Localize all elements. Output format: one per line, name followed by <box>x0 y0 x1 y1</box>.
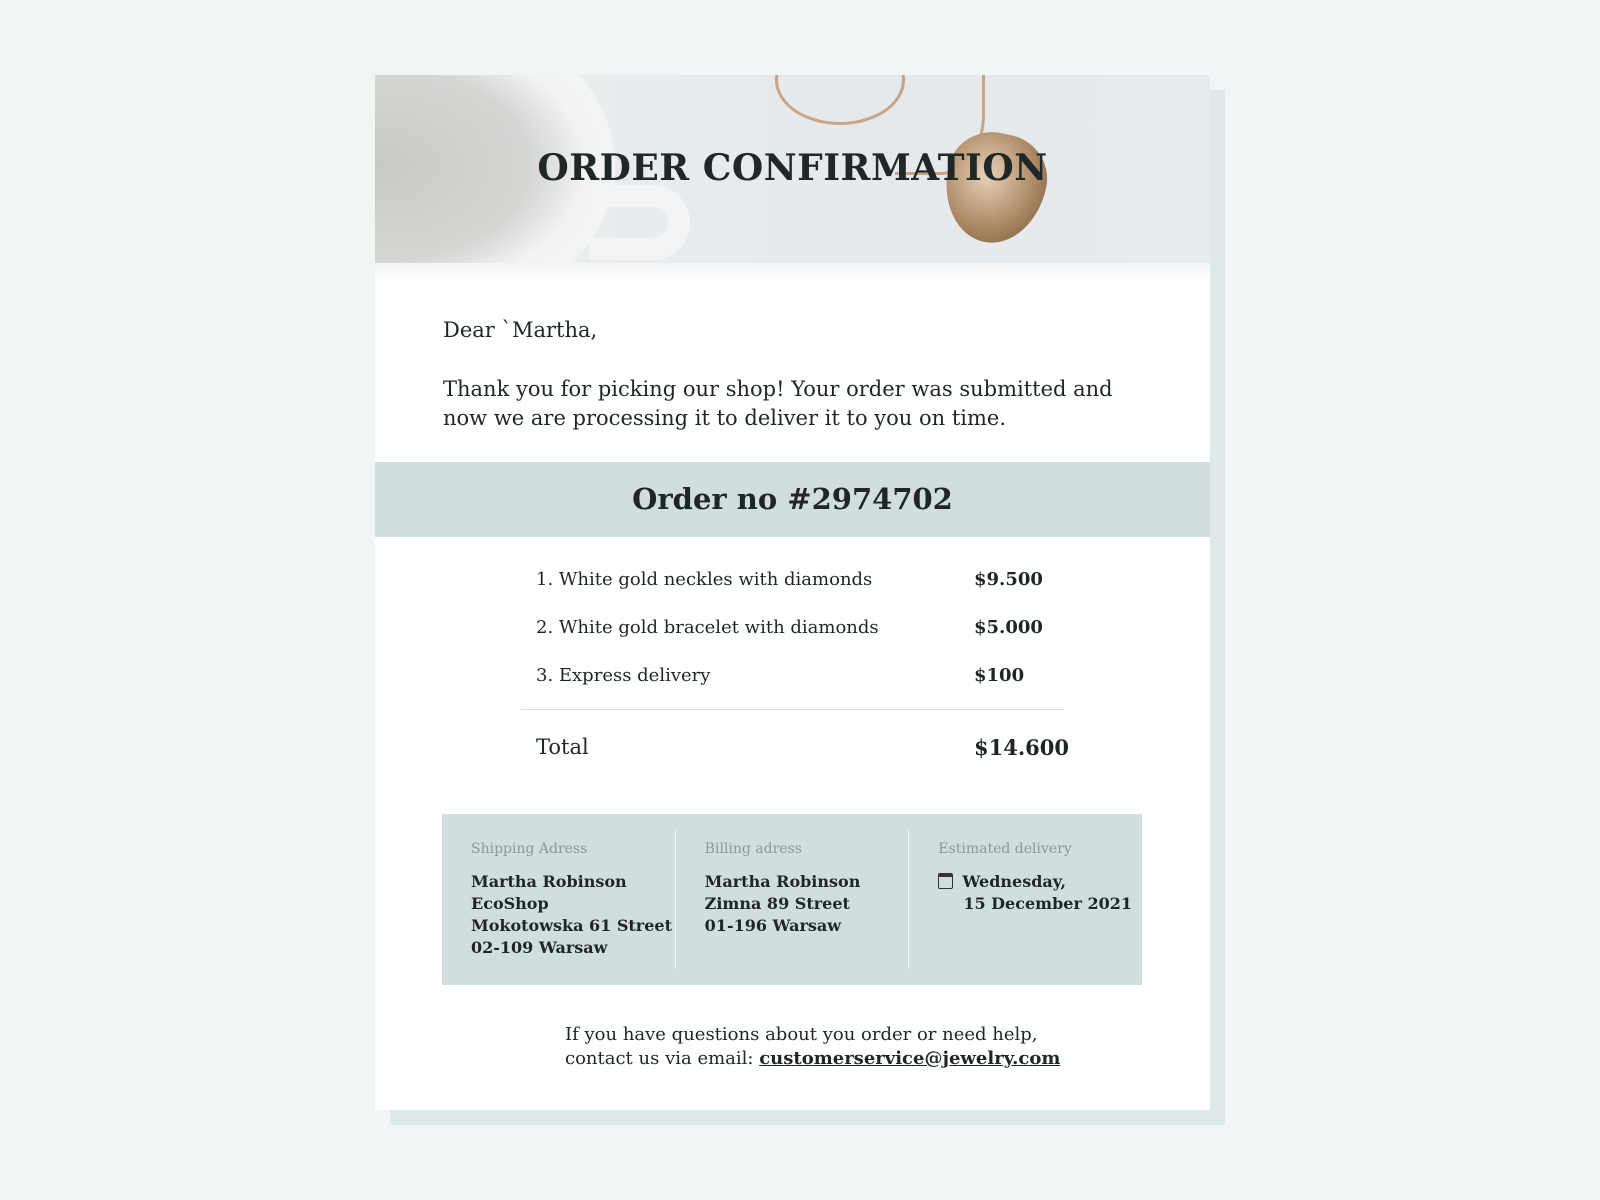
order-item <box>536 616 1043 664</box>
estimated-delivery <box>909 830 1142 969</box>
chain-image <box>775 75 905 125</box>
footer-help <box>565 1023 1060 1071</box>
greeting: Dear `Martha, <box>443 318 598 342</box>
item-name: 2. White gold bracelet with diamonds <box>536 617 879 638</box>
address-line: Mokotowska 61 Street <box>471 916 672 935</box>
hero-banner <box>375 75 1210 263</box>
email-card <box>375 75 1210 1110</box>
item-price: $5.000 <box>974 617 1043 638</box>
billing-address <box>676 830 910 969</box>
item-name: 3. Express delivery <box>536 665 711 686</box>
email-link[interactable]: customerservice@jewelry.com <box>759 1048 1061 1069</box>
divider <box>521 709 1064 710</box>
address-line: Zimna 89 Street <box>704 894 850 913</box>
address-line: Martha Robinson <box>704 872 861 891</box>
info-box <box>442 814 1142 985</box>
calendar-icon <box>938 873 953 889</box>
address-line: 01-196 Warsaw <box>704 916 842 935</box>
message: Thank you for picking our shop! Your order was submitted and now we are processing it to deliver it to you on time. <box>443 377 1113 430</box>
hero-fade <box>375 263 1210 283</box>
order-number: Order no #2974702 <box>375 462 1210 537</box>
total-value: $14.600 <box>974 735 1069 760</box>
delivery-date-text: 15 December 2021 <box>963 894 1132 913</box>
delivery-day: Wednesday, <box>962 872 1067 891</box>
billing-label: Billing adress <box>704 841 802 857</box>
shipping-address <box>442 830 676 969</box>
footer-line: If you have questions about you order or need help, <box>565 1024 1038 1045</box>
footer-line <box>565 1047 1060 1071</box>
order-items <box>536 568 1043 712</box>
address-line: 02-109 Warsaw <box>471 938 608 957</box>
item-price: $9.500 <box>974 569 1043 590</box>
footer-contact-text: contact us via email: <box>565 1048 760 1069</box>
address-line: EcoShop <box>471 894 549 913</box>
cup-handle-image <box>590 185 690 260</box>
item-price: $100 <box>974 665 1025 686</box>
delivery-date <box>938 871 1142 893</box>
total-label: Total <box>536 735 589 759</box>
item-name: 1. White gold neckles with diamonds <box>536 569 873 590</box>
order-item <box>536 664 1025 712</box>
delivery-label: Estimated delivery <box>938 841 1072 857</box>
order-item <box>536 568 1043 616</box>
shipping-label: Shipping Adress <box>471 841 588 857</box>
page-title: ORDER CONFIRMATION <box>537 147 1048 189</box>
address-line: Martha Robinson <box>471 872 627 891</box>
